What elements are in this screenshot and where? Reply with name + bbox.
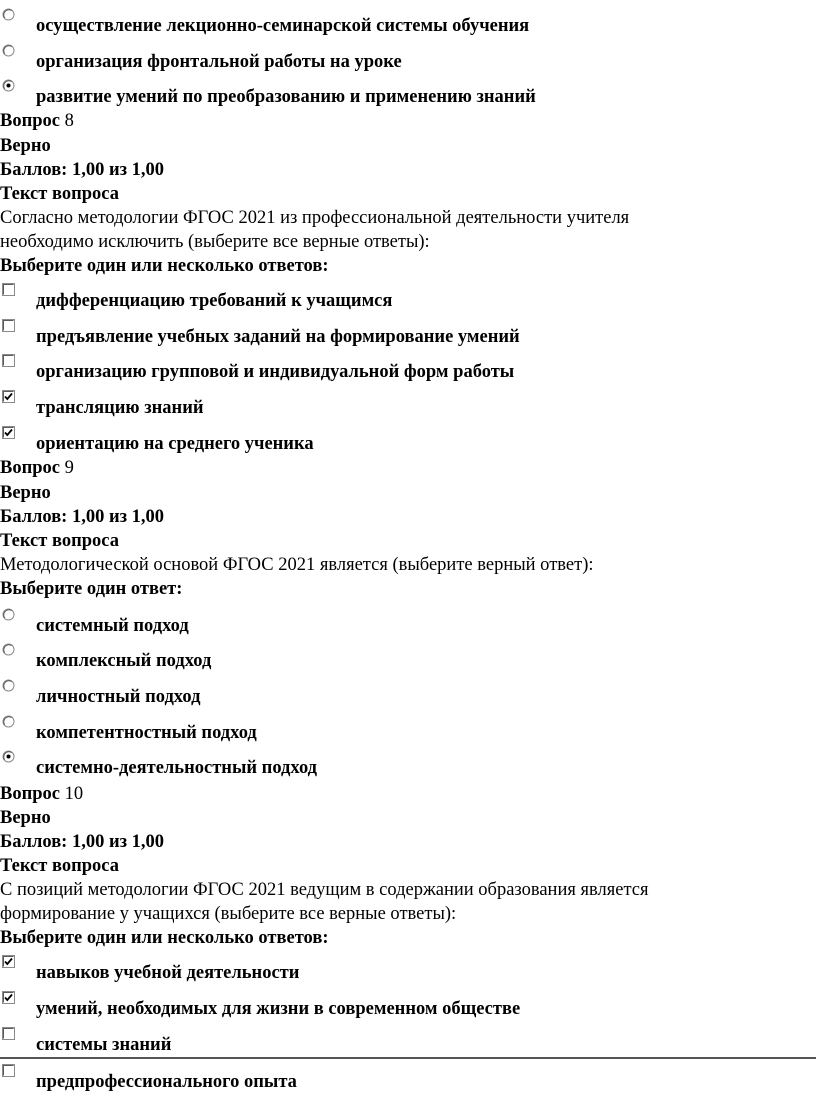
question-number: 8	[64, 111, 74, 131]
answer-option-label: развитие умений по преобразованию и применению знаний	[36, 87, 536, 107]
radio-button[interactable]	[2, 715, 15, 728]
question-status: Верно	[0, 483, 51, 503]
question-score: Баллов: 1,00 из 1,00	[0, 507, 165, 527]
question-score: Баллов: 1,00 из 1,00	[0, 832, 165, 852]
answer-instruction: Выберите один или несколько ответов:	[0, 928, 329, 948]
answer-option-label: организацию групповой и индивидуальной форм работы	[36, 362, 515, 382]
answer-option-label: предъявление учебных заданий на формирование умений	[36, 327, 520, 347]
page-divider	[0, 1057, 816, 1059]
question-number: 10	[64, 784, 84, 804]
checkbox[interactable]	[2, 955, 15, 968]
question-word: Вопрос	[0, 111, 60, 131]
answer-option-label: комплексный подход	[36, 651, 212, 671]
radio-button[interactable]	[2, 44, 15, 57]
answer-option-label: организация фронтальной работы на уроке	[36, 52, 402, 72]
checkbox[interactable]	[2, 319, 15, 332]
answer-option-label: компетентностный подход	[36, 723, 257, 743]
checkbox[interactable]	[2, 390, 15, 403]
question-text-heading: Текст вопроса	[0, 184, 119, 204]
question-number: 9	[64, 458, 74, 478]
question-text: необходимо исключить (выберите все верные ответы):	[0, 232, 430, 252]
question-text: формирование у учащихся (выберите все верные ответы):	[0, 904, 457, 924]
question-status: Верно	[0, 136, 51, 156]
radio-button[interactable]	[2, 643, 15, 656]
radio-button[interactable]	[2, 608, 15, 621]
answer-instruction: Выберите один или несколько ответов:	[0, 256, 329, 276]
checkbox[interactable]	[2, 991, 15, 1004]
question-score: Баллов: 1,00 из 1,00	[0, 160, 165, 180]
question-header	[0, 457, 74, 479]
answer-option-label: предпрофессионального опыта	[36, 1072, 297, 1092]
answer-option-label: системно-деятельностный подход	[36, 758, 318, 778]
question-word: Вопрос	[0, 784, 60, 804]
question-word: Вопрос	[0, 458, 60, 478]
answer-option-label: личностный подход	[36, 687, 201, 707]
radio-selected-dot	[7, 755, 11, 759]
answer-option-label: дифференциацию требований к учащимся	[36, 291, 393, 311]
question-status: Верно	[0, 808, 51, 828]
checkbox[interactable]	[2, 354, 15, 367]
answer-option-label: умений, необходимых для жизни в современном обществе	[36, 999, 521, 1019]
question-text: С позиций методологии ФГОС 2021 ведущим в содержании образования является	[0, 880, 649, 900]
checkbox[interactable]	[2, 426, 15, 439]
question-header	[0, 110, 74, 132]
answer-option-label: осуществление лекционно-семинарской системы обучения	[36, 16, 530, 36]
radio-button[interactable]	[2, 679, 15, 692]
answer-option-label: трансляцию знаний	[36, 398, 204, 418]
radio-selected-dot	[7, 84, 11, 88]
checkbox[interactable]	[2, 1027, 15, 1040]
checkbox[interactable]	[2, 1064, 15, 1077]
answer-option-label: навыков учебной деятельности	[36, 963, 300, 983]
question-text: Методологической основой ФГОС 2021 является (выберите верный ответ):	[0, 555, 594, 575]
answer-option-label: ориентацию на среднего ученика	[36, 434, 314, 454]
question-header	[0, 783, 83, 805]
answer-option-label: системный подход	[36, 616, 189, 636]
radio-button[interactable]	[2, 79, 15, 92]
question-text-heading: Текст вопроса	[0, 531, 119, 551]
answer-instruction: Выберите один ответ:	[0, 579, 183, 599]
checkbox[interactable]	[2, 283, 15, 296]
question-text: Согласно методологии ФГОС 2021 из профессиональной деятельности учителя	[0, 208, 630, 228]
radio-button[interactable]	[2, 8, 15, 21]
radio-button[interactable]	[2, 750, 15, 763]
question-text-heading: Текст вопроса	[0, 856, 119, 876]
answer-option-label: системы знаний	[36, 1035, 172, 1055]
